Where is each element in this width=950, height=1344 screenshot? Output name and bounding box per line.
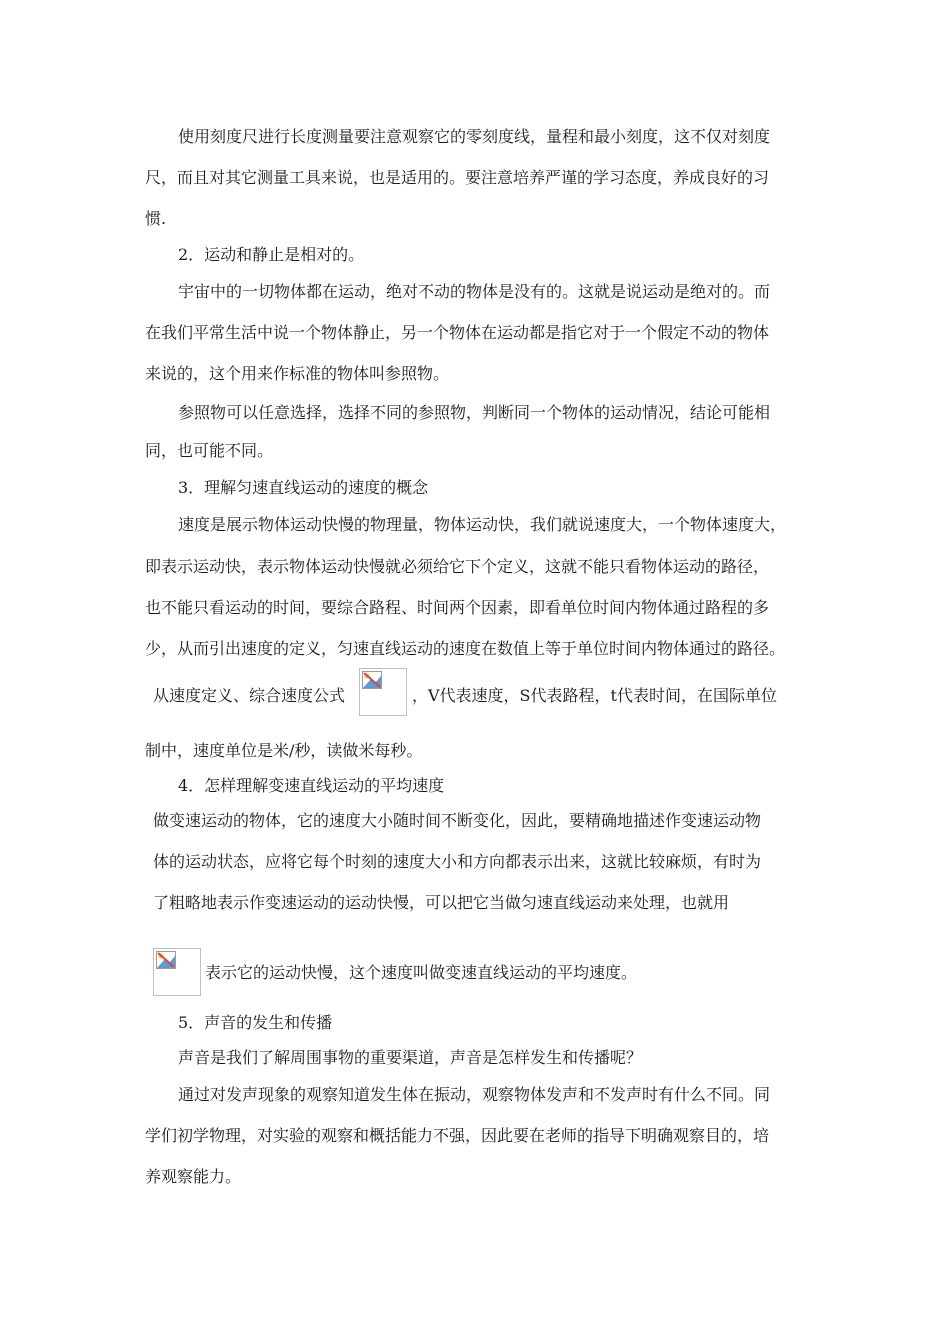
section-heading-4: 4．怎样理解变速直线运动的平均速度 xyxy=(178,776,445,795)
text-line: 尺，而且对其它测量工具来说，也是适用的。要注意培养严谨的学习态度，养成良好的习 xyxy=(145,168,770,187)
text-line: 体的运动状态，应将它每个时刻的速度大小和方向都表示出来，这就比较麻烦，有时为 xyxy=(153,852,762,871)
average-speed-formula-image xyxy=(153,948,201,996)
speed-formula-image xyxy=(359,668,407,716)
section-heading-3: 3．理解匀速直线运动的速度的概念 xyxy=(178,478,429,497)
text-line: 学们初学物理，对实验的观察和概括能力不强，因此要在老师的指导下明确观察目的，培 xyxy=(145,1126,770,1145)
text-line: 速度是展示物体运动快慢的物理量，物体运动快，我们就说速度大，一个物体速度大， xyxy=(178,515,787,534)
text-line: 参照物可以任意选择，选择不同的参照物，判断同一个物体的运动情况，结论可能相 xyxy=(178,403,771,422)
text-line: 也不能只看运动的时间，要综合路程、时间两个因素，即看单位时间内物体通过路程的多 xyxy=(145,598,770,617)
broken-image-icon xyxy=(362,671,382,689)
text-line: ，V代表速度，S代表路程，t代表时间，在国际单位 xyxy=(412,686,777,705)
text-line: 从速度定义、综合速度公式 xyxy=(153,686,346,705)
text-line: 了粗略地表示作变速运动的运动快慢，可以把它当做匀速直线运动来处理，也就用 xyxy=(153,893,730,912)
text-line: 使用刻度尺进行长度测量要注意观察它的零刻度线，量程和最小刻度，这不仅对刻度 xyxy=(178,127,771,146)
text-line: 宇宙中的一切物体都在运动，绝对不动的物体是没有的。这就是说运动是绝对的。而 xyxy=(178,282,771,301)
text-line: 惯. xyxy=(145,209,167,228)
text-line: 养观察能力。 xyxy=(145,1167,242,1186)
text-line: 在我们平常生活中说一个物体静止，另一个物体在运动都是指它对于一个假定不动的物体 xyxy=(145,323,770,342)
text-line: 同，也可能不同。 xyxy=(145,441,274,460)
broken-image-icon xyxy=(156,951,176,969)
text-line: 声音是我们了解周围事物的重要渠道，声音是怎样发生和传播呢？ xyxy=(178,1048,643,1067)
text-line: 即表示运动快，表示物体运动快慢就必须给它下个定义，这就不能只看物体运动的路径， xyxy=(145,557,770,576)
text-line: 制中，速度单位是米/秒，读做米每秒。 xyxy=(145,741,423,760)
text-line: 少，从而引出速度的定义，匀速直线运动的速度在数值上等于单位时间内物体通过的路径。 xyxy=(145,639,786,658)
section-heading-2: 2．运动和静止是相对的。 xyxy=(178,245,365,264)
section-heading-5: 5．声音的发生和传播 xyxy=(178,1013,333,1032)
text-line: 表示它的运动快慢，这个速度叫做变速直线运动的平均速度。 xyxy=(205,963,638,982)
text-line: 来说的，这个用来作标准的物体叫参照物。 xyxy=(145,364,450,383)
text-line: 做变速运动的物体，它的速度大小随时间不断变化，因此，要精确地描述作变速运动物 xyxy=(153,811,762,830)
text-line: 通过对发声现象的观察知道发生体在振动，观察物体发声和不发声时有什么不同。同 xyxy=(178,1085,771,1104)
